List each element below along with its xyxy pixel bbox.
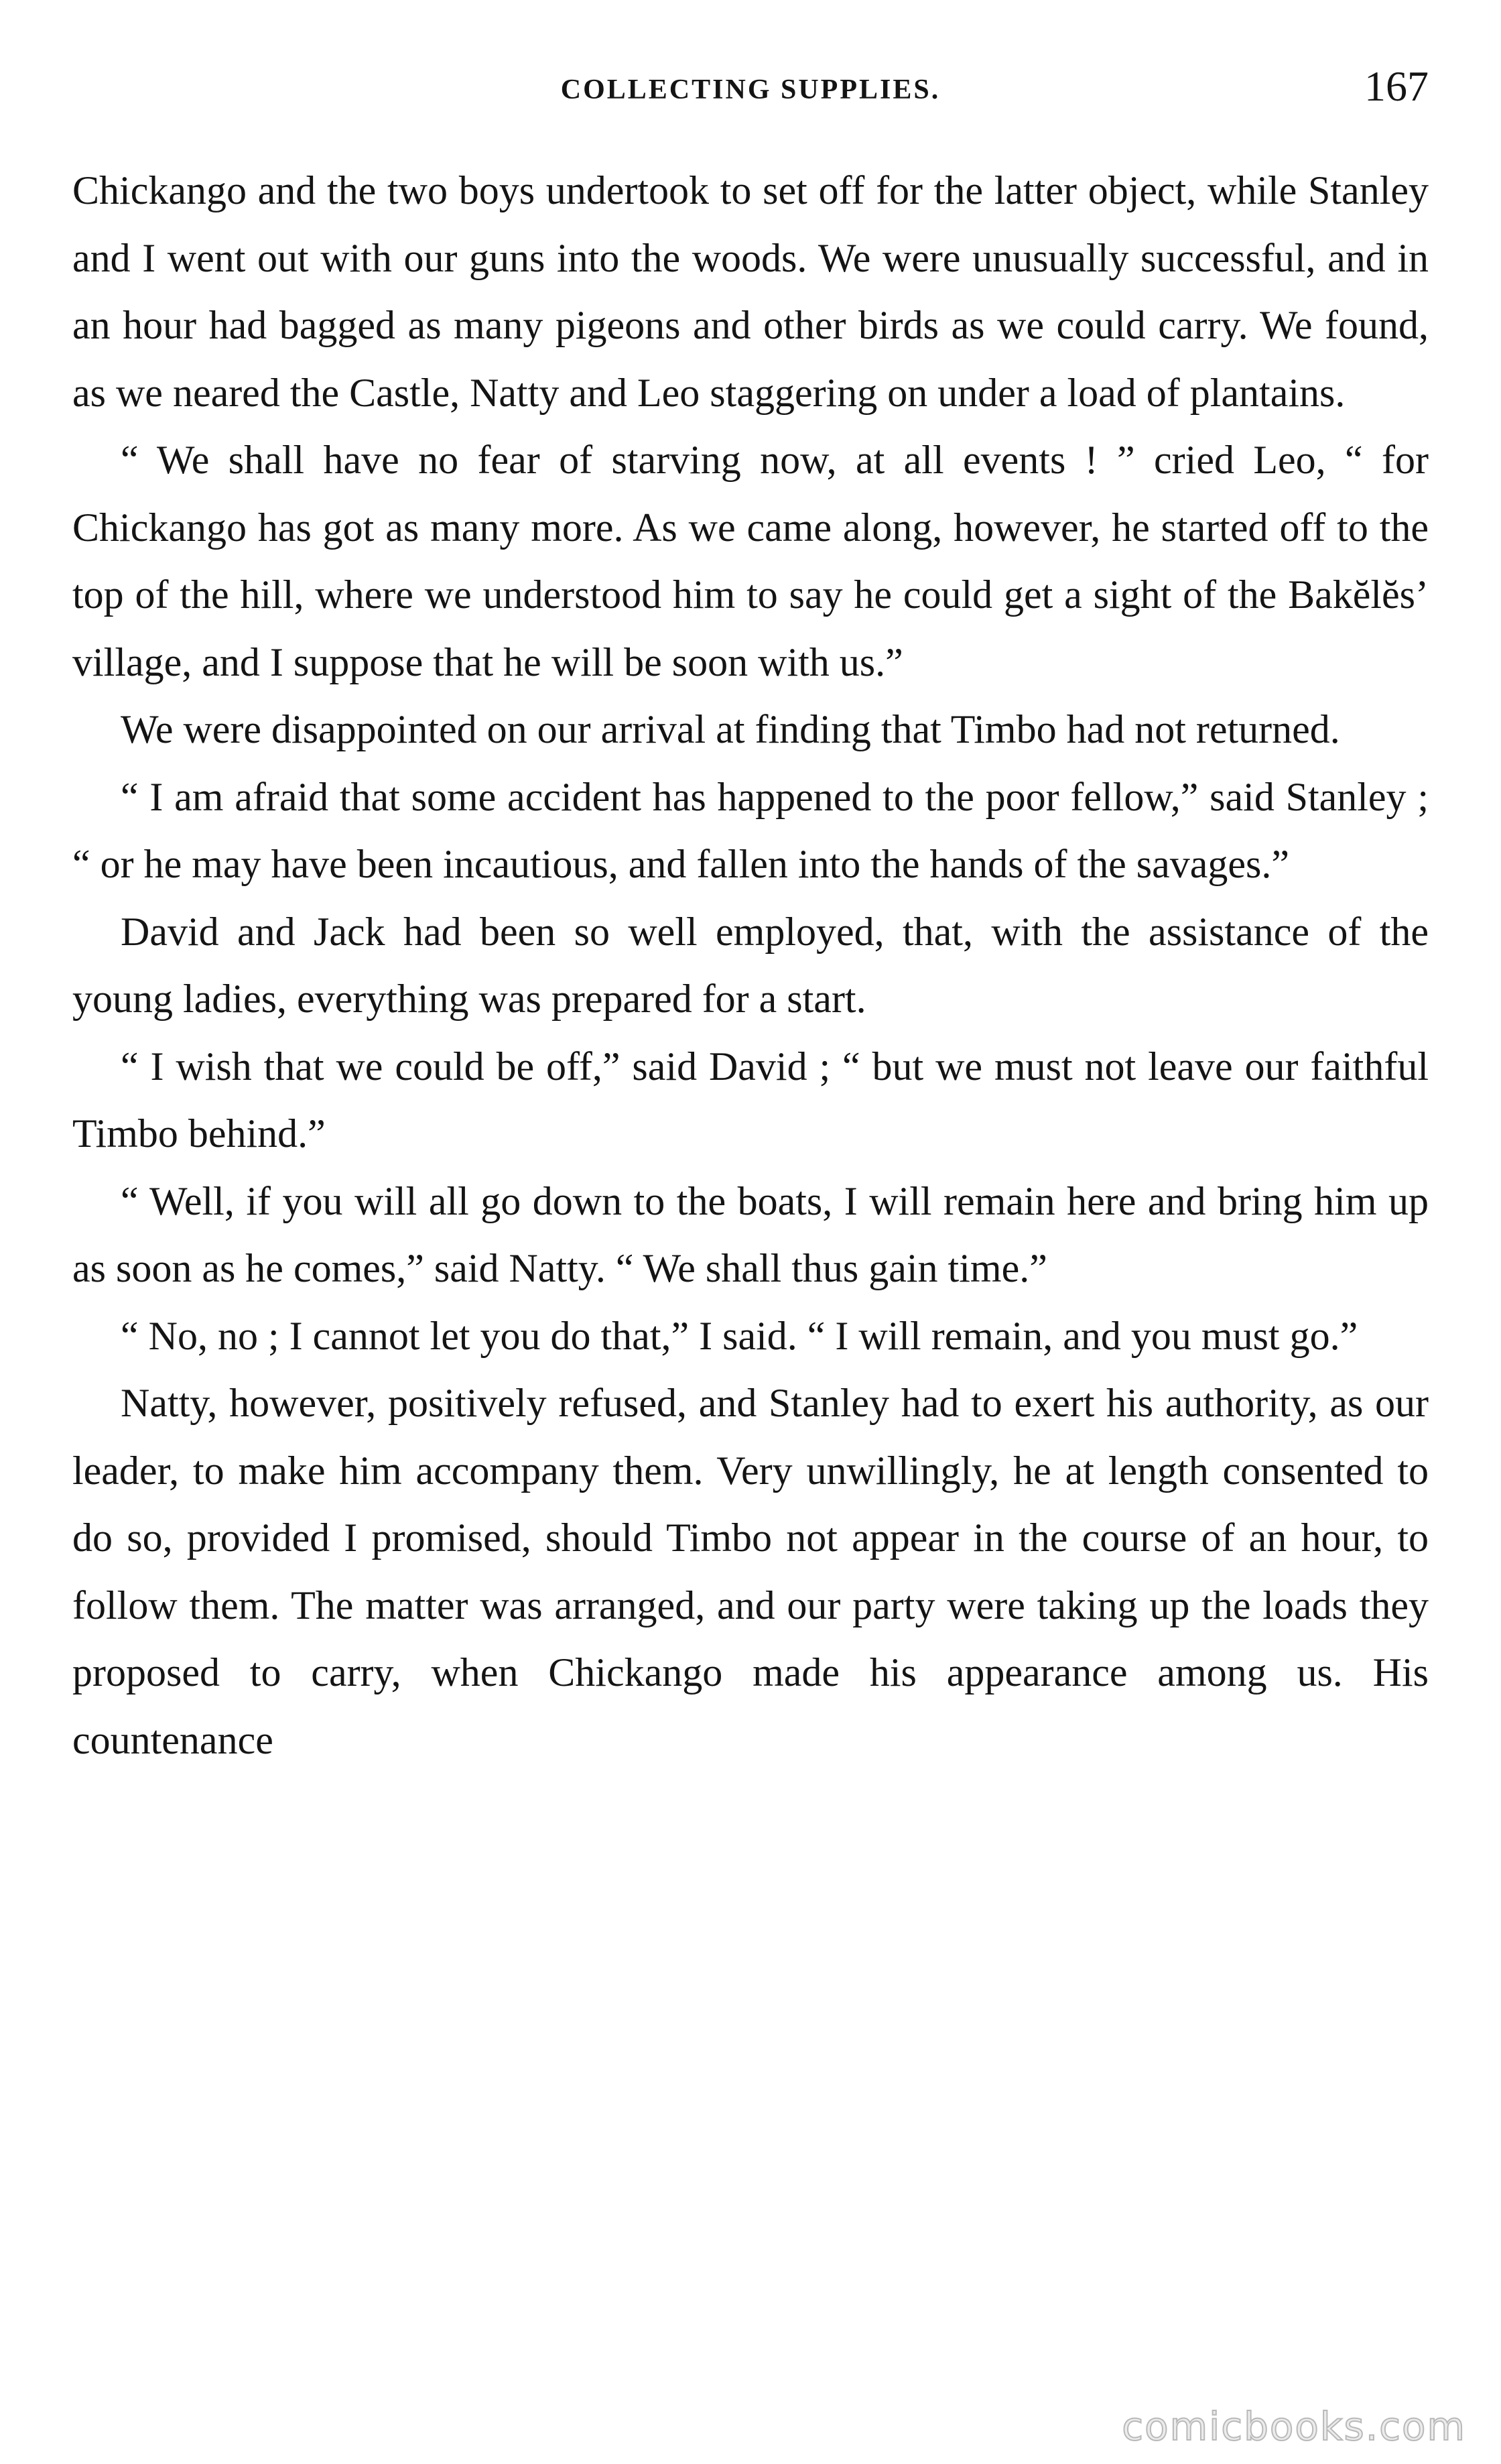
paragraph: “ Well, if you will all go down to the boats, I will remain here and bring him up as soon as he comes,” said Natty. “ We shall thus gain time.” xyxy=(72,1178,1429,1290)
running-title: COLLECTING SUPPLIES. xyxy=(560,74,941,105)
paragraph: “ We shall have no fear of starving now, at all events ! ” cried Leo, “ for Chickango has got as many more. As we came along, however, he started off to the top of the hill, where we understood him to say he could get a sight of the Bakĕlĕs’ village, and I suppose that he will be soon with us.” xyxy=(72,438,1429,684)
paragraph: Chickango and the two boys undertook to set off for the latter object, while Stanley and I went out with our guns into the woods. We were unusually successful, and in an hour had bagged as many pigeons and other birds as we could carry. We found, as we neared the Castle, Natty and Leo staggering on under a load of plantains. xyxy=(72,168,1429,415)
running-head xyxy=(72,62,1429,115)
body-text xyxy=(72,157,1429,1774)
paragraph: “ No, no ; I cannot let you do that,” I said. “ I will remain, and you must go.” xyxy=(121,1313,1358,1358)
paragraph: David and Jack had been so well employed, that, with the assistance of the young ladies, everything was prepared for a start. xyxy=(72,909,1429,1021)
paragraph: Natty, however, positively refused, and Stanley had to exert his authority, as our leader, to make him accompany them. Very unwillingly, he at length consented to do so, provided I promised, should Timbo not appear in the course of an hour, to follow them. The matter was arranged, and our party were taking up the loads they proposed to carry, when Chickango made his appearance among us. His countenance xyxy=(72,1381,1429,1762)
paragraph: We were disappointed on our arrival at finding that Timbo had not returned. xyxy=(121,707,1340,751)
watermark: comicbooks.com xyxy=(1122,2404,1466,2449)
page-number: 167 xyxy=(1364,62,1429,110)
paragraph: “ I wish that we could be off,” said David ; “ but we must not leave our faithful Timbo behind.” xyxy=(72,1044,1429,1156)
paragraph: “ I am afraid that some accident has happened to the poor fellow,” said Stanley ; “ or he may have been incautious, and fallen into the hands of the savages.” xyxy=(72,774,1429,886)
